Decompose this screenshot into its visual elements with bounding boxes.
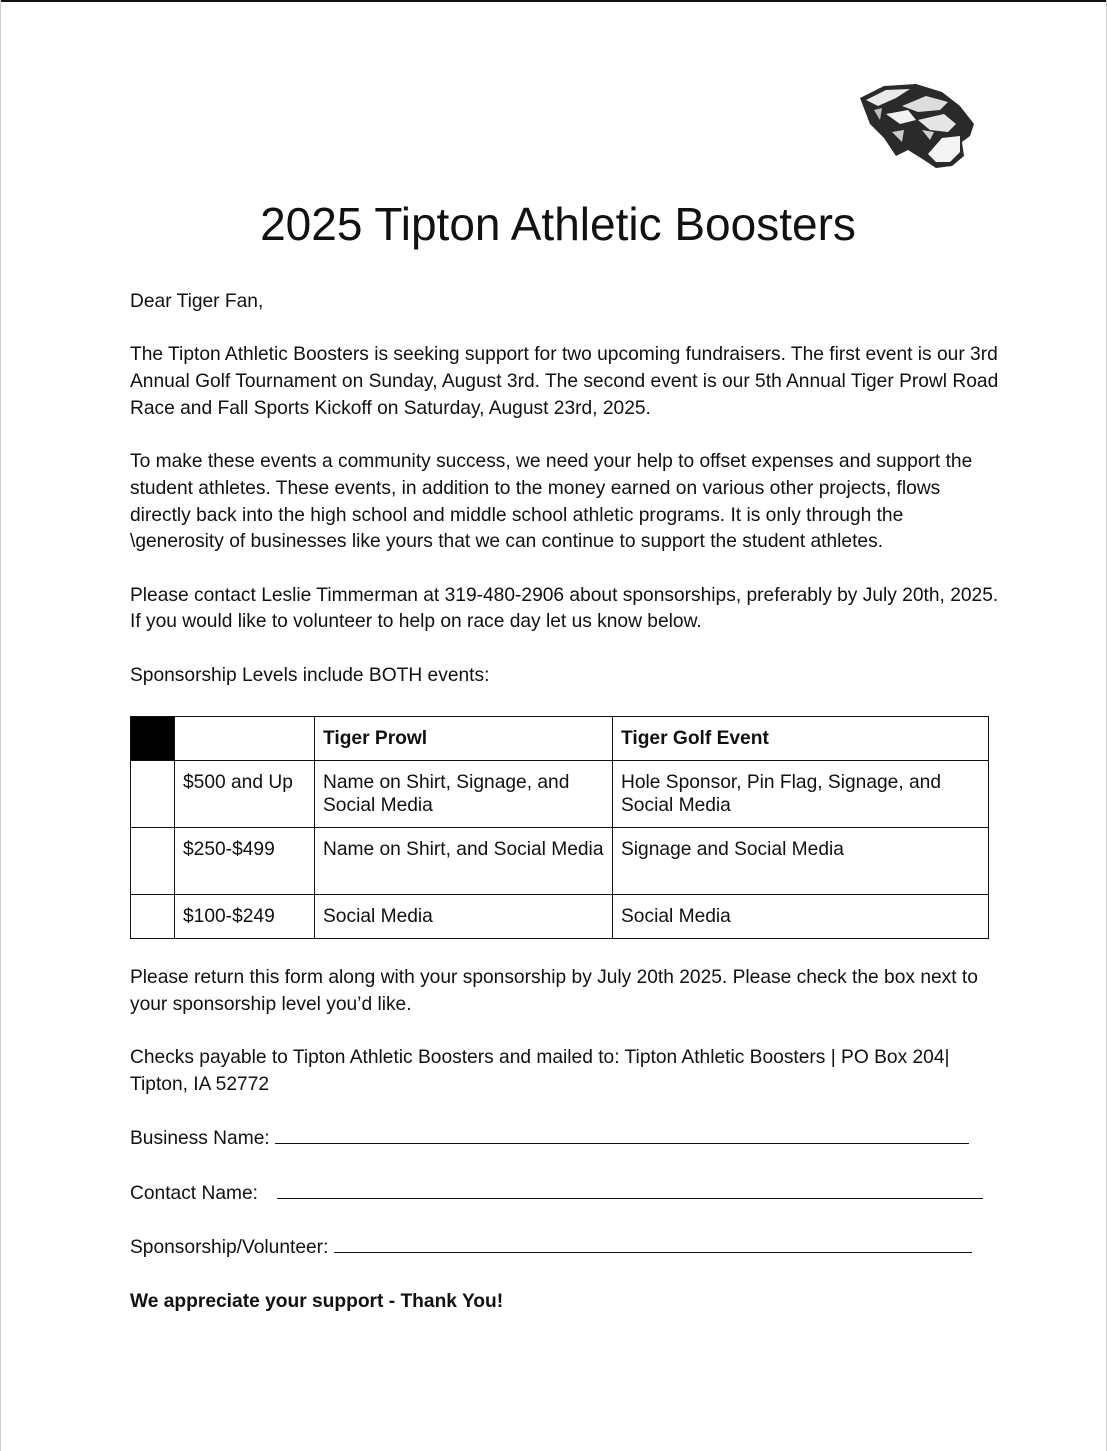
tiger-prowl-header: Tiger Prowl	[315, 717, 613, 761]
table-corner-cell	[131, 717, 175, 761]
tiger-golf-header: Tiger Golf Event	[613, 717, 989, 761]
prowl-benefit: Name on Shirt, Signage, and Social Media	[315, 761, 613, 828]
checks-note: Checks payable to Tipton Athletic Boosters and mailed to: Tipton Athletic Boosters | PO Box 204| Tipton, IA 52772	[130, 1047, 950, 1095]
sponsorship-levels-table	[130, 716, 989, 939]
business-name-label: Business Name:	[130, 1128, 270, 1150]
golf-benefit: Hole Sponsor, Pin Flag, Signage, and Social Media	[613, 761, 989, 828]
golf-benefit: Social Media	[613, 895, 989, 939]
table-row	[131, 895, 989, 939]
table-row	[131, 761, 989, 828]
support-paragraph: To make these events a community success, we need your help to offset expenses and support the student athletes. These events, in addition to the money earned on various other projects, flows directly back into the high school and middle school athletic programs. It is only through the \generosity of businesses like yours that we can continue to support the student athletes.	[130, 451, 973, 553]
golf-benefit: Signage and Social Media	[613, 828, 989, 895]
sponsorship-volunteer-label: Sponsorship/Volunteer:	[130, 1237, 329, 1259]
level-checkbox-100[interactable]	[131, 895, 175, 939]
table-row	[131, 828, 989, 895]
prowl-benefit: Social Media	[315, 895, 613, 939]
level-amount: $500 and Up	[175, 761, 315, 828]
letter-body	[130, 289, 1000, 1342]
level-amount: $250-$499	[175, 828, 315, 895]
contact-name-label: Contact Name:	[130, 1182, 258, 1204]
return-note: Please return this form along with your sponsorship by July 20th 2025. Please check the box next to your sponsorship level you’d like.	[130, 967, 978, 1015]
levels-intro: Sponsorship Levels include BOTH events:	[130, 664, 490, 686]
level-amount: $100-$249	[175, 895, 315, 939]
sponsorship-volunteer-row	[130, 1234, 1000, 1262]
contact-paragraph: Please contact Leslie Timmerman at 319-480-2906 about sponsorships, preferably by July 20th, 2025. If you would like to volunteer to help on race day let us know below.	[130, 584, 999, 633]
prowl-benefit: Name on Shirt, and Social Media	[315, 828, 613, 895]
page-top-border	[0, 0, 1107, 2]
business-name-field[interactable]	[275, 1125, 969, 1144]
page-title: 2025 Tipton Athletic Boosters	[260, 198, 856, 250]
level-checkbox-500[interactable]	[131, 761, 175, 828]
level-header-cell	[175, 717, 315, 761]
table-header-row	[131, 717, 989, 761]
sponsorship-volunteer-field[interactable]	[334, 1234, 972, 1253]
thank-you-note: We appreciate your support - Thank You!	[130, 1290, 504, 1312]
intro-paragraph: The Tipton Athletic Boosters is seeking support for two upcoming fundraisers. The first event is our 3rd Annual Golf Tournament on Sunday, August 3rd. The second event is our 5th Annual Tiger Prowl Road Race and Fall Sports Kickoff on Saturday, August 23rd, 2025.	[130, 344, 999, 419]
tiger-head-icon	[856, 80, 978, 170]
contact-name-field[interactable]	[277, 1180, 983, 1199]
greeting: Dear Tiger Fan,	[130, 291, 264, 312]
level-checkbox-250[interactable]	[131, 828, 175, 895]
contact-name-row	[130, 1180, 1000, 1208]
business-name-row	[130, 1125, 1000, 1153]
